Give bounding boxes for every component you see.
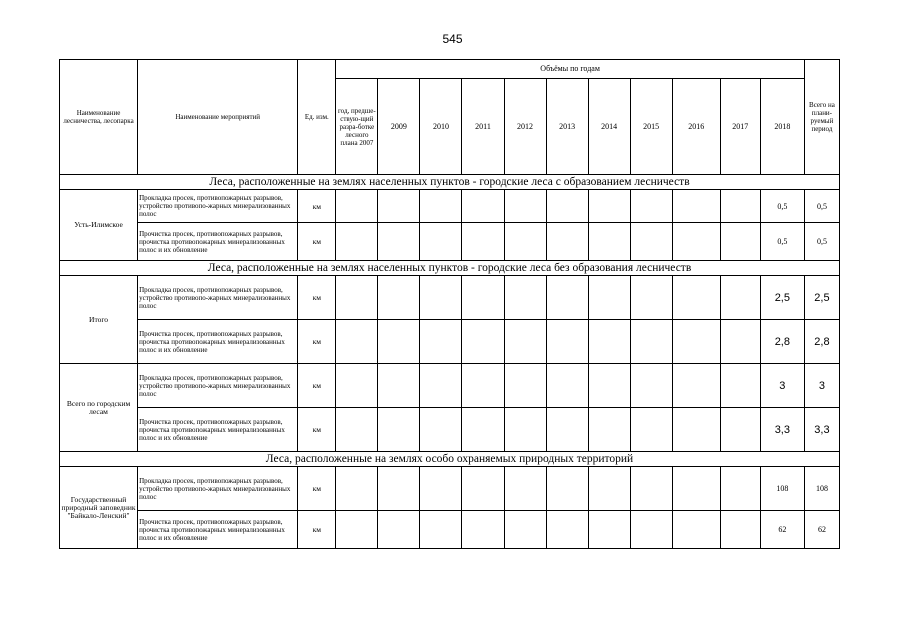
empty-cell (462, 467, 504, 511)
activity-description: Прокладка просек, противопожарных разрывов, устройство противопо-жарных минерализованных полос (138, 276, 298, 320)
empty-cell (336, 190, 378, 223)
empty-cell (420, 511, 462, 549)
empty-cell (630, 408, 672, 452)
empty-cell (546, 223, 588, 261)
forest-measures-table (59, 59, 840, 549)
empty-cell (588, 320, 630, 364)
unit-cell: км (298, 408, 336, 452)
unit-cell: км (298, 364, 336, 408)
header-year-2017: 2017 (720, 79, 760, 175)
unit-cell: км (298, 467, 336, 511)
forestry-name: Усть-Илимское (60, 190, 138, 261)
section-title: Леса, расположенные на землях населенных пунктов - городские леса с образованием лесничеств (60, 175, 840, 190)
value-total: 0,5 (804, 190, 839, 223)
empty-cell (546, 190, 588, 223)
empty-cell (546, 276, 588, 320)
header-year-2009: 2009 (378, 79, 420, 175)
value-2018: 2,5 (760, 276, 804, 320)
value-total: 108 (804, 467, 839, 511)
empty-cell (672, 364, 720, 408)
empty-cell (672, 320, 720, 364)
activity-description: Прочистка просек, противопожарных разрывов, прочистка противопожарных минерализованных полос и их обновление (138, 320, 298, 364)
empty-cell (720, 276, 760, 320)
empty-cell (630, 467, 672, 511)
value-2018: 0,5 (760, 223, 804, 261)
value-total: 3,3 (804, 408, 839, 452)
value-total: 0,5 (804, 223, 839, 261)
empty-cell (720, 223, 760, 261)
unit-cell: км (298, 223, 336, 261)
header-year-2018: 2018 (760, 79, 804, 175)
empty-cell (672, 190, 720, 223)
empty-cell (420, 276, 462, 320)
empty-cell (720, 320, 760, 364)
empty-cell (420, 364, 462, 408)
empty-cell (462, 276, 504, 320)
value-2018: 0,5 (760, 190, 804, 223)
empty-cell (378, 223, 420, 261)
header-year-2012: 2012 (504, 79, 546, 175)
header-unit: Ед. изм. (298, 60, 336, 175)
empty-cell (630, 364, 672, 408)
unit-cell: км (298, 320, 336, 364)
empty-cell (462, 408, 504, 452)
empty-cell (672, 511, 720, 549)
empty-cell (336, 467, 378, 511)
empty-cell (504, 511, 546, 549)
empty-cell (630, 190, 672, 223)
empty-cell (588, 223, 630, 261)
header-year-2010: 2010 (420, 79, 462, 175)
empty-cell (378, 511, 420, 549)
empty-cell (720, 467, 760, 511)
empty-cell (378, 320, 420, 364)
forestry-name: Государственный природный заповедник "Байкало-Ленский" (60, 467, 138, 549)
empty-cell (420, 320, 462, 364)
header-year-2013: 2013 (546, 79, 588, 175)
empty-cell (504, 320, 546, 364)
empty-cell (336, 276, 378, 320)
activity-description: Прочистка просек, противопожарных разрывов, прочистка противопожарных минерализованных полос и их обновление (138, 223, 298, 261)
header-base-year: год, предше-ствую-щий разра-ботке лесного плана 2007 (336, 79, 378, 175)
empty-cell (504, 467, 546, 511)
empty-cell (504, 364, 546, 408)
empty-cell (378, 408, 420, 452)
activity-description: Прокладка просек, противопожарных разрывов, устройство противопо-жарных минерализованных полос (138, 364, 298, 408)
empty-cell (336, 223, 378, 261)
empty-cell (462, 223, 504, 261)
empty-cell (378, 190, 420, 223)
empty-cell (378, 467, 420, 511)
header-year-2014: 2014 (588, 79, 630, 175)
empty-cell (504, 276, 546, 320)
value-total: 62 (804, 511, 839, 549)
empty-cell (720, 511, 760, 549)
page-number: 545 (442, 32, 463, 46)
header-volumes-by-year: Объёмы по годам (336, 60, 805, 79)
empty-cell (504, 408, 546, 452)
empty-cell (546, 467, 588, 511)
section-title: Леса, расположенные на землях населенных пунктов - городские леса без образования лесничеств (60, 261, 840, 276)
header-year-2016: 2016 (672, 79, 720, 175)
empty-cell (588, 364, 630, 408)
empty-cell (462, 364, 504, 408)
empty-cell (420, 467, 462, 511)
empty-cell (462, 190, 504, 223)
empty-cell (630, 511, 672, 549)
empty-cell (672, 223, 720, 261)
empty-cell (720, 408, 760, 452)
empty-cell (720, 190, 760, 223)
forestry-name: Итого (60, 276, 138, 364)
value-2018: 3,3 (760, 408, 804, 452)
value-2018: 3 (760, 364, 804, 408)
empty-cell (546, 408, 588, 452)
value-total: 2,5 (804, 276, 839, 320)
empty-cell (420, 190, 462, 223)
empty-cell (504, 223, 546, 261)
empty-cell (420, 223, 462, 261)
empty-cell (672, 408, 720, 452)
value-total: 3 (804, 364, 839, 408)
empty-cell (336, 408, 378, 452)
unit-cell: км (298, 511, 336, 549)
value-total: 2,8 (804, 320, 839, 364)
header-forestry-name: Наименование лесничества, лесопарка (60, 60, 138, 175)
forestry-name: Всего по городским лесам (60, 364, 138, 452)
empty-cell (546, 511, 588, 549)
empty-cell (462, 511, 504, 549)
unit-cell: км (298, 190, 336, 223)
empty-cell (630, 320, 672, 364)
activity-description: Прочистка просек, противопожарных разрывов, прочистка противопожарных минерализованных полос и их обновление (138, 408, 298, 452)
empty-cell (588, 408, 630, 452)
header-total-period: Всего на плани-руемый период (804, 60, 839, 175)
empty-cell (546, 320, 588, 364)
empty-cell (588, 467, 630, 511)
empty-cell (588, 276, 630, 320)
empty-cell (588, 190, 630, 223)
empty-cell (546, 364, 588, 408)
empty-cell (504, 190, 546, 223)
empty-cell (336, 364, 378, 408)
empty-cell (378, 276, 420, 320)
value-2018: 2,8 (760, 320, 804, 364)
empty-cell (420, 408, 462, 452)
empty-cell (630, 276, 672, 320)
empty-cell (336, 320, 378, 364)
empty-cell (462, 320, 504, 364)
header-year-2011: 2011 (462, 79, 504, 175)
empty-cell (378, 364, 420, 408)
header-activity-name: Наименование мероприятий (138, 60, 298, 175)
activity-description: Прокладка просек, противопожарных разрывов, устройство противопо-жарных минерализованных полос (138, 467, 298, 511)
empty-cell (336, 511, 378, 549)
empty-cell (630, 223, 672, 261)
activity-description: Прокладка просек, противопожарных разрывов, устройство противопо-жарных минерализованных полос (138, 190, 298, 223)
value-2018: 62 (760, 511, 804, 549)
empty-cell (588, 511, 630, 549)
section-title: Леса, расположенные на землях особо охраняемых природных территорий (60, 452, 840, 467)
empty-cell (672, 276, 720, 320)
activity-description: Прочистка просек, противопожарных разрывов, прочистка противопожарных минерализованных полос и их обновление (138, 511, 298, 549)
header-year-2015: 2015 (630, 79, 672, 175)
unit-cell: км (298, 276, 336, 320)
empty-cell (720, 364, 760, 408)
value-2018: 108 (760, 467, 804, 511)
empty-cell (672, 467, 720, 511)
